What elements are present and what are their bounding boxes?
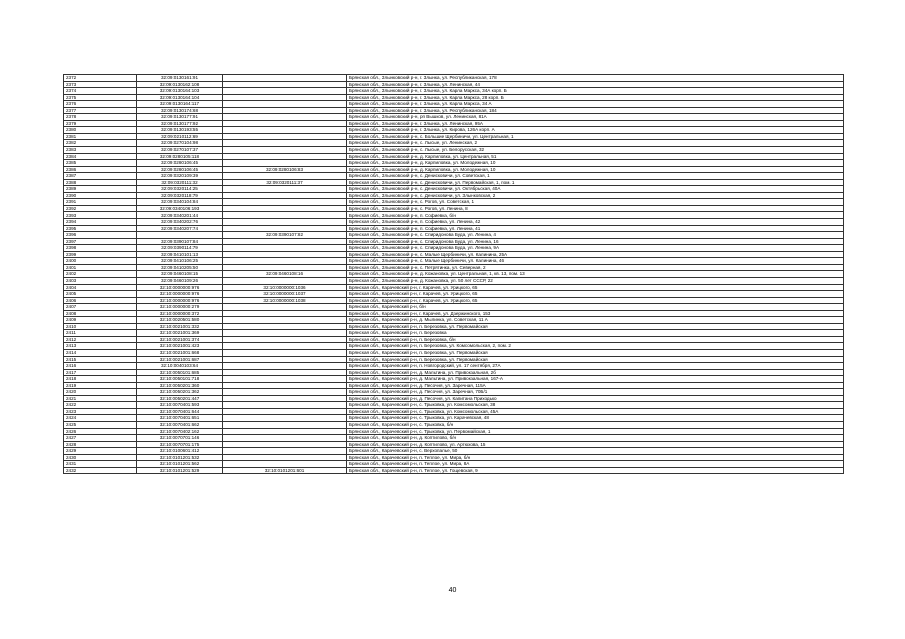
cadastral-number-cell: 32:09:0130174:68	[137, 107, 223, 114]
cadastral-number-cell: 32:09:0460108:15	[137, 271, 223, 278]
cadastral-number-cell: 32:09:0130162:108	[137, 81, 223, 88]
address-cell: Брянская обл., Злынковский р-н, с. Лысые, ул. Ленинская, 2	[347, 140, 844, 147]
row-number-cell: 2398	[64, 245, 137, 252]
cadastral-number-cell: 32:10:0021001:369	[137, 330, 223, 337]
row-number-cell: 2380	[64, 127, 137, 134]
cadastral-number-cell: 32:10:0070701:146	[137, 435, 223, 442]
row-number-cell: 2376	[64, 101, 137, 108]
cadastral-number-cell: 32:10:0000000:976	[137, 291, 223, 298]
address-cell: Брянская обл., Злынковский р-н, с. Рогов, ул. Ленина, 8	[347, 205, 844, 212]
row-number-cell: 2420	[64, 389, 137, 396]
row-number-cell: 2392	[64, 205, 137, 212]
row-number-cell: 2428	[64, 441, 137, 448]
cadastral-number-cell: 32:09:0390114:79	[137, 245, 223, 252]
row-number-cell: 2401	[64, 264, 137, 271]
row-number-cell: 2381	[64, 133, 137, 140]
address-cell: Брянская обл., Злынковский р-н, п. Софиевка, ул. Ленина, 41	[347, 225, 844, 232]
address-cell: Брянская обл., Злынковский р-н, с. Спиридонова Буда, ул. Ленина, 4	[347, 232, 844, 239]
row-number-cell: 2375	[64, 94, 137, 101]
row-number-cell: 2384	[64, 153, 137, 160]
row-number-cell: 2410	[64, 323, 137, 330]
cadastral-number-cell: 32:10:0070701:175	[137, 441, 223, 448]
parent-cadastral-number-cell: 32:09:0320111:37	[223, 179, 347, 186]
address-cell: Брянская обл., Карачевский р-н, д. Коптилово, б/н	[347, 435, 844, 442]
address-cell: Брянская обл., Злынковский р-н, рп Вышков, ул. Ленинская, 81А	[347, 114, 844, 121]
row-number-cell: 2374	[64, 88, 137, 95]
cadastral-number-cell: 32:10:0000000:279	[137, 304, 223, 311]
cadastral-number-cell: 32:10:0000000:976	[137, 284, 223, 291]
cadastral-number-cell: 32:10:0050101:718	[137, 376, 223, 383]
row-number-cell: 2403	[64, 277, 137, 284]
cadastral-number-cell: 32:10:0021001:423	[137, 343, 223, 350]
cadastral-number-cell: 32:09:0130177:91	[137, 114, 223, 121]
row-number-cell: 2406	[64, 297, 137, 304]
address-cell: Брянская обл., Карачевский р-н, г. Карачев, ул. Урицкого, 65	[347, 291, 844, 298]
row-number-cell: 2393	[64, 212, 137, 219]
cadastral-number-cell: 32:09:0390107:84	[137, 238, 223, 245]
row-number-cell: 2408	[64, 310, 137, 317]
row-number-cell: 2388	[64, 179, 137, 186]
address-cell: Брянская обл., Карачевский р-н, с. Верхопалье, 50	[347, 448, 844, 455]
row-number-cell: 2402	[64, 271, 137, 278]
address-cell: Брянская обл., Злынковский р-н, д. Кожановка, ул. Центральная, 1, кв. 13, пом. 13	[347, 271, 844, 278]
page-number: 40	[448, 587, 457, 594]
parent-cadastral-number-cell: 32:09:0390107:82	[223, 232, 347, 239]
cadastral-number-cell: 32:10:0101201:532	[137, 454, 223, 461]
address-cell: Брянская обл., Злынковский р-н, с. Спиридонова Буда, ул. Ленина, 16	[347, 238, 844, 245]
cadastral-number-cell: 32:09:0130193:55	[137, 127, 223, 134]
row-number-cell: 2400	[64, 258, 137, 265]
address-cell: Брянская обл., Злынковский р-н, с. Большие Щербиничи, ул. Центральная, 1	[347, 133, 844, 140]
address-cell: Брянская обл., Злынковский р-н, д. Карпиловка, ул. Молодежная, 10	[347, 160, 844, 167]
address-cell: Брянская обл., Карачевский р-н, п. Березовка, ул. Комсомольская, 2, пом. 2	[347, 343, 844, 350]
address-cell: Брянская обл., Карачевский р-н, д. Песочня, ул. Заречная, 70Б/1	[347, 389, 844, 396]
row-number-cell: 2386	[64, 166, 137, 173]
cadastral-number-cell: 32:10:0040103:64	[137, 363, 223, 370]
row-number-cell: 2429	[64, 448, 137, 455]
row-number-cell: 2416	[64, 363, 137, 370]
cadastral-number-cell: 32:09:0280106:45	[137, 160, 223, 167]
cadastral-number-cell: 32:09:0130164:104	[137, 94, 223, 101]
cadastral-number-cell: 32:09:0410101:13	[137, 251, 223, 258]
address-cell: Брянская обл., Злынковский р-н, с. Петрятинка, ул. Северная, 2	[347, 264, 844, 271]
address-cell: Брянская обл., Злынковский р-н, г. Злынка, ул. Ленинская, 95А	[347, 120, 844, 127]
address-cell: Брянская обл., Карачевский р-н, п. Теплое, ул. Мира, б/н	[347, 454, 844, 461]
cadastral-number-cell: 32:10:0000000:372	[137, 310, 223, 317]
cadastral-number-cell: 32:10:0070401:593	[137, 402, 223, 409]
address-cell: Брянская обл., Карачевский р-н, д. Коптилово, ул. Артюхова, 15	[347, 441, 844, 448]
row-number-cell: 2409	[64, 317, 137, 324]
table-row	[64, 467, 844, 474]
address-cell: Брянская обл., Злынковский р-н, с. Рогов, ул. Советская, 1	[347, 199, 844, 206]
address-cell: Брянская обл., Карачевский р-н, п. Новгородский, ул. 17 сентября, 27А	[347, 363, 844, 370]
parent-cadastral-number-cell: 32:10:0101201:601	[223, 467, 347, 474]
row-number-cell: 2383	[64, 147, 137, 154]
address-cell: Брянская обл., Карачевский р-н, с. Трыковка, б/н	[347, 421, 844, 428]
address-cell: Брянская обл., Злынковский р-н, с. Лысые, ул. Белорусская, 32	[347, 147, 844, 154]
address-cell: Брянская обл., Злынковский р-н, с. Денисковичи, ул. Октябрьская, 40А	[347, 186, 844, 193]
address-cell: Брянская обл., Злынковский р-н, д. Кожановка, ул. 50 лет СССР, 22	[347, 277, 844, 284]
address-cell: Брянская обл., Карачевский р-н, п. Теплое, ул. Гощевская, 9	[347, 467, 844, 474]
row-number-cell: 2432	[64, 467, 137, 474]
cadastral-number-cell: 32:10:0050201:360	[137, 382, 223, 389]
address-cell: Брянская обл., Злынковский р-н, с. Денисковичи, ул. Первомайская, 1, пом. 1	[347, 179, 844, 186]
address-cell: Брянская обл., Злынковский р-н, с. Малые Щербиничи, ул. Калинина, 46	[347, 258, 844, 265]
parent-cadastral-number-cell: 32:10:0000000:1038	[223, 297, 347, 304]
row-number-cell: 2394	[64, 219, 137, 226]
cadastral-number-cell: 32:09:0320118:79	[137, 192, 223, 199]
cadastral-number-cell: 32:09:0270104:98	[137, 140, 223, 147]
parent-cadastral-number-cell: 32:10:0000000:1036	[223, 284, 347, 291]
row-number-cell: 2414	[64, 349, 137, 356]
cadastral-number-cell: 32:10:0070401:651	[137, 415, 223, 422]
address-cell: Брянская обл., Карачевский р-н, с. Трыковка, ул. Комсомольская, 45А	[347, 408, 844, 415]
row-number-cell: 2430	[64, 454, 137, 461]
address-cell: Брянская обл., Карачевский р-н, п. Теплое, ул. Мира, 8А	[347, 461, 844, 468]
row-number-cell: 2389	[64, 186, 137, 193]
address-cell: Брянская обл., Злынковский р-н, г. Злынка, ул. Карла Маркса, 34А корп. Б	[347, 88, 844, 95]
address-cell: Брянская обл., Злынковский р-н, с. Малые Щербиничи, ул. Калинина, 25А	[347, 251, 844, 258]
cadastral-number-cell: 32:09:0410106:25	[137, 258, 223, 265]
cadastral-number-cell: 32:09:0270107:37	[137, 147, 223, 154]
row-number-cell: 2395	[64, 225, 137, 232]
cadastral-number-cell: 32:09:0340201:44	[137, 212, 223, 219]
row-number-cell: 2412	[64, 336, 137, 343]
cadastral-number-cell: 32:10:0021001:687	[137, 356, 223, 363]
cadastral-number-cell: 32:10:0100601:412	[137, 448, 223, 455]
cadastral-number-cell: 32:09:0320114:25	[137, 186, 223, 193]
row-number-cell: 2426	[64, 428, 137, 435]
cadastral-number-cell: 32:10:0070401:644	[137, 408, 223, 415]
cadastral-number-cell: 32:09:0410205:50	[137, 264, 223, 271]
cadastral-number-cell: 32:10:0050201:447	[137, 395, 223, 402]
address-cell: Брянская обл., Злынковский р-н, г. Злынка, ул. Карла Маркса, 34 А	[347, 101, 844, 108]
cadastral-number-cell: 32:09:0340202:76	[137, 219, 223, 226]
cadastral-number-cell: 32:09:0280106:45	[137, 166, 223, 173]
parent-cadastral-number-cell: 32:10:0000000:1037	[223, 291, 347, 298]
cadastral-number-cell: 32:10:0000000:976	[137, 297, 223, 304]
row-number-cell: 2399	[64, 251, 137, 258]
row-number-cell: 2418	[64, 376, 137, 383]
address-cell: Брянская обл., Злынковский р-н, с. Денисковичи, ул. Злынковская, 2	[347, 192, 844, 199]
row-number-cell: 2379	[64, 120, 137, 127]
cadastral-number-cell: 32:10:0101201:529	[137, 467, 223, 474]
row-number-cell: 2422	[64, 402, 137, 409]
address-cell: Брянская обл., Карачевский р-н, п. Березовка, ул. Первомайская	[347, 356, 844, 363]
row-number-cell: 2372	[64, 75, 137, 82]
row-number-cell: 2387	[64, 173, 137, 180]
row-number-cell: 2425	[64, 421, 137, 428]
address-cell: Брянская обл., Карачевский р-н, п. Березовка	[347, 330, 844, 337]
row-number-cell: 2404	[64, 284, 137, 291]
row-number-cell: 2373	[64, 81, 137, 88]
row-number-cell: 2415	[64, 356, 137, 363]
address-cell: Брянская обл., Злынковский р-н, г. Злынка, ул. Кирова, 126А корп. А	[347, 127, 844, 134]
parent-cadastral-number-cell: 32:09:0460108:16	[223, 271, 347, 278]
cadastral-number-cell: 32:10:0070402:162	[137, 428, 223, 435]
address-cell: Брянская обл., Злынковский р-н, п. Софиевка, ул. Ленина, 42	[347, 219, 844, 226]
row-number-cell: 2396	[64, 232, 137, 239]
cadastral-number-cell: 32:10:0021001:332	[137, 323, 223, 330]
address-cell: Брянская обл., Карачевский р-н, п. Березовка, ул. Первомайская	[347, 349, 844, 356]
address-cell: Брянская обл., Злынковский р-н, г. Злынка, ул. Карла Маркса, 28 корп. Б	[347, 94, 844, 101]
row-number-cell: 2413	[64, 343, 137, 350]
cadastral-number-cell: 32:09:0320109:39	[137, 173, 223, 180]
cadastral-number-cell: 32:10:0070401:662	[137, 421, 223, 428]
address-cell: Брянская обл., Карачевский р-н, п. Березовка, б/н	[347, 336, 844, 343]
address-cell: Брянская обл., Злынковский р-н, с. Спиридонова Буда, ул. Ленина, 9А	[347, 245, 844, 252]
row-number-cell: 2431	[64, 461, 137, 468]
registry-table	[63, 74, 844, 474]
address-cell: Брянская обл., Злынковский р-н, г. Злынка, ул. Республиканская, 184	[347, 107, 844, 114]
row-number-cell: 2423	[64, 408, 137, 415]
row-number-cell: 2385	[64, 160, 137, 167]
address-cell: Брянская обл., Злынковский р-н, п. Софиевка, б/н	[347, 212, 844, 219]
row-number-cell: 2417	[64, 369, 137, 376]
row-number-cell: 2378	[64, 114, 137, 121]
cadastral-number-cell: 32:09:0130177:92	[137, 120, 223, 127]
address-cell: Брянская обл., Злынковский р-н, г. Злынка, ул. Ленинская, 44	[347, 81, 844, 88]
address-cell: Брянская обл., Карачевский р-н, д. Песочня, ул. Заречная, 115А	[347, 382, 844, 389]
row-number-cell: 2377	[64, 107, 137, 114]
cadastral-number-cell: 32:10:0021001:668	[137, 349, 223, 356]
cadastral-number-cell: 32:10:0020501:580	[137, 317, 223, 324]
parent-cadastral-number-cell: 32:09:0280106:83	[223, 166, 347, 173]
address-cell: Брянская обл., Карачевский р-н, д. Мылинка, ул. Советская, 11 А	[347, 317, 844, 324]
cadastral-number-cell: 32:09:0340207:74	[137, 225, 223, 232]
address-cell: Брянская обл., Карачевский р-н, п. Березовка, ул. Первомайская	[347, 323, 844, 330]
cadastral-number-cell: 32:09:0130164:103	[137, 88, 223, 95]
cadastral-number-cell: 32:09:0340106:193	[137, 205, 223, 212]
cadastral-number-cell: 32:09:0320111:32	[137, 179, 223, 186]
address-cell: Брянская обл., Карачевский р-н, с. Трыковка, ул. Первомайская, 1	[347, 428, 844, 435]
registry-table-container	[63, 74, 843, 474]
cadastral-number-cell: 32:09:0460109:26	[137, 277, 223, 284]
row-number-cell: 2405	[64, 291, 137, 298]
address-cell: Брянская обл., Злынковский р-н, г. Злынка, ул. Республиканская, 178	[347, 75, 844, 82]
registry-table-body	[64, 75, 844, 474]
address-cell: Брянская обл., Карачевский р-н, д. Мальтина, ул. Привокзальная, 167-А	[347, 376, 844, 383]
row-number-cell: 2397	[64, 238, 137, 245]
address-cell: Брянская обл., Злынковский р-н, с. Денисковичи, ул. Советская, 1	[347, 173, 844, 180]
address-cell: Брянская обл., Карачевский р-н, г. Карачев, ул. Урицкого, 65	[347, 297, 844, 304]
row-number-cell: 2391	[64, 199, 137, 206]
address-cell: Брянская обл., Карачевский р-н, г. Карачев, ул. Урицкого, 65	[347, 284, 844, 291]
cadastral-number-cell: 32:10:0050101:685	[137, 369, 223, 376]
address-cell: Брянская обл., Карачевский р-н, б/н	[347, 304, 844, 311]
address-cell: Брянская обл., Карачевский р-н, д. Мальтина, ул. Привокзальная, 2б	[347, 369, 844, 376]
row-number-cell: 2427	[64, 435, 137, 442]
cadastral-number-cell: 32:10:0050201:362	[137, 389, 223, 396]
cadastral-number-cell: 32:09:0210112:69	[137, 133, 223, 140]
address-cell: Брянская обл., Злынковский р-н, д. Карпиловка, ул. Молодежная, 10	[347, 166, 844, 173]
cadastral-number-cell: 32:09:0280105:118	[137, 153, 223, 160]
address-cell: Брянская обл., Карачевский р-н, д. Песочня, ул. Капитана Приходько	[347, 395, 844, 402]
row-number-cell: 2419	[64, 382, 137, 389]
cadastral-number-cell: 32:10:0101201:562	[137, 461, 223, 468]
row-number-cell: 2407	[64, 304, 137, 311]
address-cell: Брянская обл., Злынковский р-н, д. Карпиловка, ул. Центральная, 51	[347, 153, 844, 160]
address-cell: Брянская обл., Карачевский р-н, г. Карачев, ул. Дзержинского, 153	[347, 310, 844, 317]
cadastral-number-cell: 32:09:0130164:117	[137, 101, 223, 108]
cadastral-number-cell: 32:09:0340104:84	[137, 199, 223, 206]
cadastral-number-cell: 32:09:0130161:91	[137, 75, 223, 82]
address-cell: Брянская обл., Карачевский р-н, с. Трыковка, ул. Карачевская, 48	[347, 415, 844, 422]
row-number-cell: 2382	[64, 140, 137, 147]
row-number-cell: 2390	[64, 192, 137, 199]
row-number-cell: 2421	[64, 395, 137, 402]
row-number-cell: 2424	[64, 415, 137, 422]
cadastral-number-cell: 32:10:0021001:374	[137, 336, 223, 343]
row-number-cell: 2411	[64, 330, 137, 337]
address-cell: Брянская обл., Карачевский р-н, с. Трыковка, ул. Комсомольская, 38	[347, 402, 844, 409]
